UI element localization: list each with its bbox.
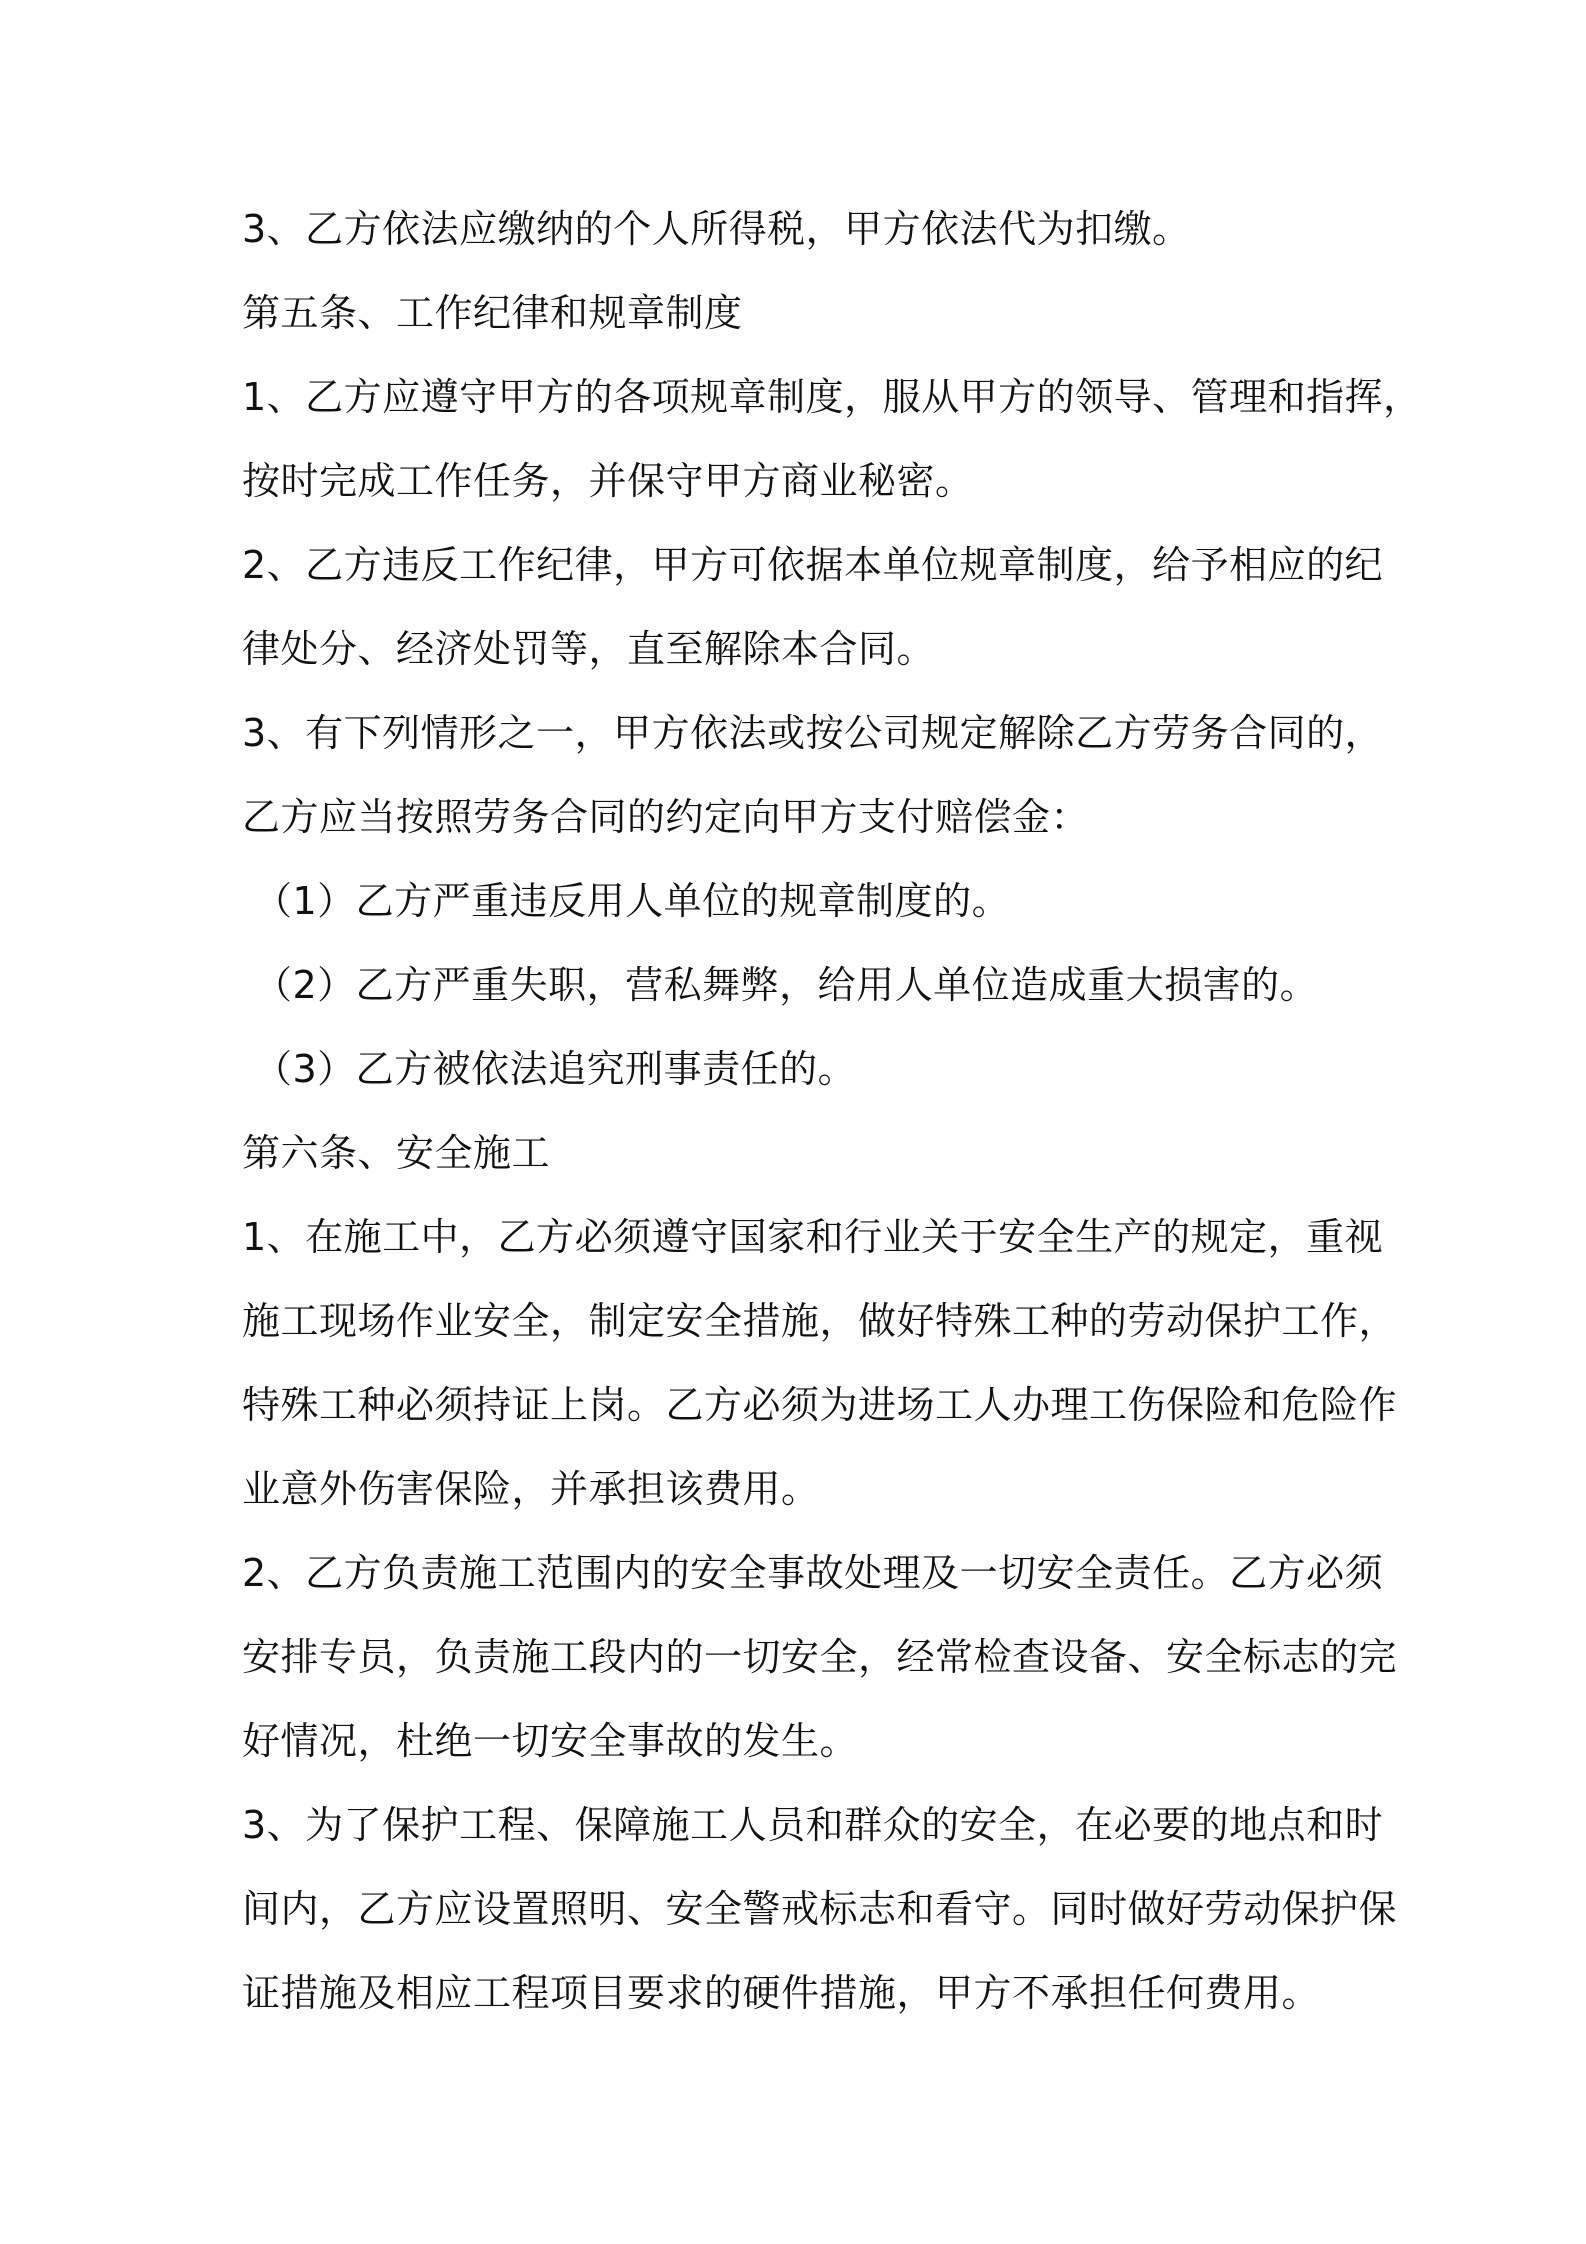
text-line: 3、为了保护工程、保障施工人员和群众的安全，在必要的地点和时 [242, 1803, 1384, 1847]
section-heading: 第六条、安全施工 [242, 1131, 551, 1175]
text-line: 3、乙方依法应缴纳的个人所得税，甲方依法代为扣缴。 [242, 207, 1191, 251]
section-heading: 第五条、工作纪律和规章制度 [242, 291, 743, 335]
text-line: 证措施及相应工程项目要求的硬件措施，甲方不承担任何费用。 [242, 1971, 1321, 2015]
text-line: 1、乙方应遵守甲方的各项规章制度，服从甲方的领导、管理和指挥， [242, 375, 1422, 419]
text-line: 安排专员，负责施工段内的一切安全，经常检查设备、安全标志的完 [242, 1635, 1398, 1679]
list-item: （1）乙方严重违反用人单位的规章制度的。 [254, 879, 1011, 923]
text-line: 律处分、经济处罚等，直至解除本合同。 [242, 627, 936, 671]
text-line: 特殊工种必须持证上岗。乙方必须为进场工人办理工伤保险和危险作 [242, 1383, 1398, 1427]
text-line: 间内，乙方应设置照明、安全警戒标志和看守。同时做好劳动保护保 [242, 1887, 1398, 1931]
text-line: 2、乙方负责施工范围内的安全事故处理及一切安全责任。乙方必须 [242, 1551, 1384, 1595]
text-line: 业意外伤害保险，并承担该费用。 [242, 1467, 820, 1511]
text-line: 3、有下列情形之一，甲方依法或按公司规定解除乙方劳务合同的， [242, 711, 1384, 755]
text-line: 按时完成工作任务，并保守甲方商业秘密。 [242, 459, 974, 503]
text-line: 施工现场作业安全，制定安全措施，做好特殊工种的劳动保护工作， [242, 1299, 1398, 1343]
list-item: （2）乙方严重失职，营私舞弊，给用人单位造成重大损害的。 [254, 963, 1319, 1007]
text-line: 2、乙方违反工作纪律，甲方可依据本单位规章制度，给予相应的纪 [242, 543, 1384, 587]
text-line: 1、在施工中，乙方必须遵守国家和行业关于安全生产的规定，重视 [242, 1215, 1384, 1259]
list-item: （3）乙方被依法追究刑事责任的。 [254, 1047, 857, 1091]
text-line: 好情况，杜绝一切安全事故的发生。 [242, 1719, 859, 1763]
text-line: 乙方应当按照劳务合同的约定向甲方支付赔偿金： [242, 795, 1090, 839]
